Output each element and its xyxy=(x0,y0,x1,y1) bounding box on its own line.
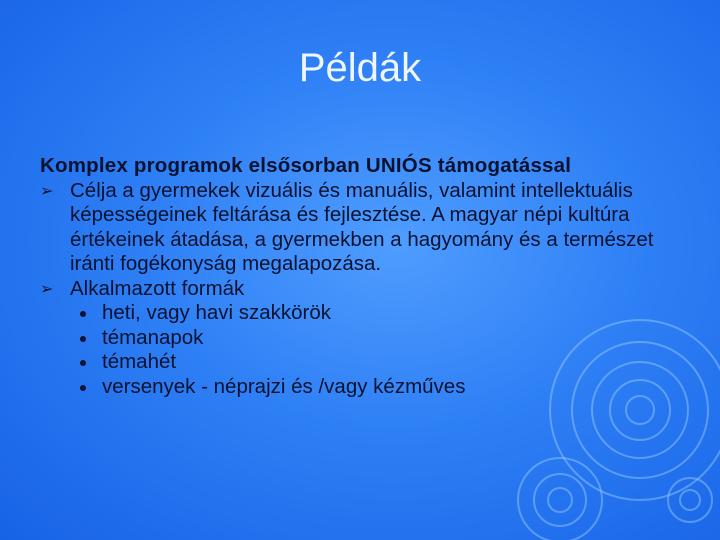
slide-title: Példák xyxy=(298,46,422,90)
sub-item xyxy=(40,301,690,326)
bullet-text: Célja a gyermekek vizuális és manuális, valamint intellektuális képességeinek feltárása és fejlesztése. A magyar népi kultúra értékeinek átadása, a gyermekben a hagyomány és a természet iránti fogékonyság megalapozása. xyxy=(70,178,654,275)
sub-item-text: heti, vagy havi szakkörök xyxy=(102,301,332,324)
slide-body xyxy=(40,154,690,399)
sub-item xyxy=(40,375,690,400)
arrow-bullet-icon: ➢ xyxy=(40,280,54,298)
sub-item-text: versenyek - néprajzi és /vagy kézműves xyxy=(102,374,466,398)
dot-bullet-icon xyxy=(80,311,86,317)
sub-item xyxy=(40,350,690,375)
bullet-item xyxy=(40,179,690,277)
dot-bullet-icon xyxy=(80,360,86,366)
arrow-bullet-icon: ➢ xyxy=(40,182,54,200)
heading: Komplex programok elsősorban UNIÓS támogatással xyxy=(40,154,572,177)
dot-bullet-icon xyxy=(80,336,86,342)
sub-item-text: témahét xyxy=(102,350,177,373)
dot-bullet-icon xyxy=(80,385,86,391)
sub-item-text: témanapok xyxy=(102,325,204,349)
bullet-item xyxy=(40,277,690,302)
sub-item xyxy=(40,326,690,351)
bullet-text: Alkalmazott formák xyxy=(70,276,245,300)
